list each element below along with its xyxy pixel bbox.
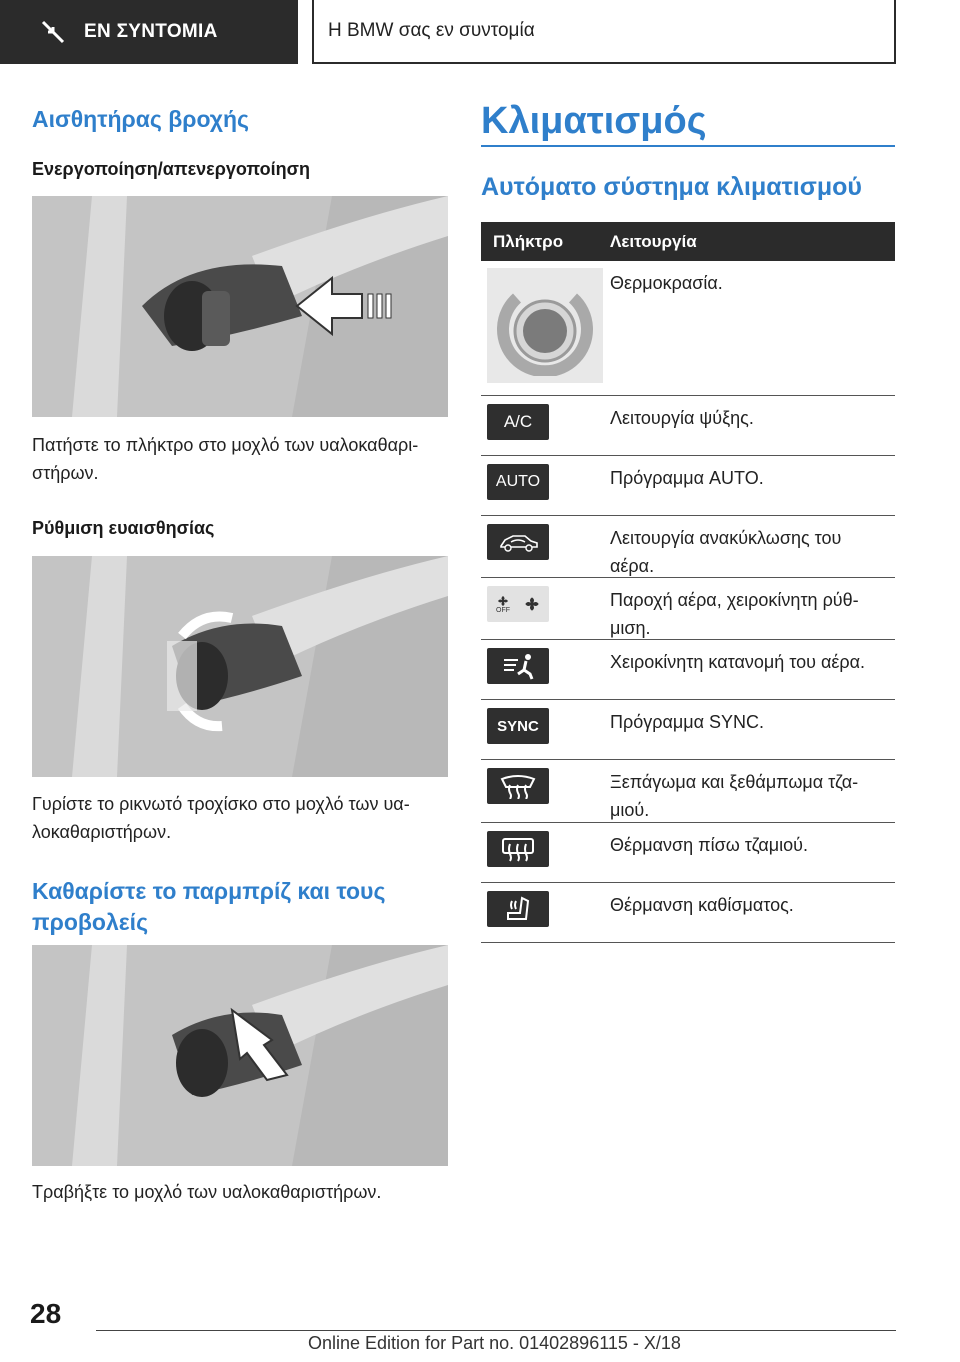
row-description-line2: μιση. <box>610 618 651 638</box>
heading-clean-windshield-line2: προβολείς <box>32 909 149 935</box>
fan-off-label: OFF <box>496 606 510 614</box>
chapter-tab[interactable] <box>312 0 896 64</box>
table-row <box>481 883 895 943</box>
subheading-sensitivity: Ρύθμιση ευαισθησίας <box>32 518 215 538</box>
recirculation-icon <box>487 524 549 560</box>
table-row <box>481 700 895 760</box>
row-description: Πρόγραμμα AUTO. <box>610 468 764 488</box>
wiper-lever-photo-1 <box>32 196 448 417</box>
section-label: ΕΝ ΣΥΝΤΟΜΙΑ <box>84 21 218 42</box>
windshield-defrost-icon <box>487 768 549 804</box>
table-row <box>481 456 895 516</box>
rear-window-heat-icon <box>487 831 549 867</box>
instruction-pull: Τραβήξτε το μοχλό των υαλοκαθαριστήρων. <box>32 1182 382 1202</box>
table-row <box>481 516 895 578</box>
instruction-press-line1: Πατήστε το πλήκτρο στο μοχλό των υαλοκαθαρι- <box>32 435 419 455</box>
fan-icon <box>524 596 540 612</box>
column-header-key: Πλήκτρο <box>493 231 564 251</box>
quick-reference-icon <box>38 17 68 47</box>
row-description-line1: Παροχή αέρα, χειροκίνητη ρύθ- <box>610 590 859 610</box>
table-row <box>481 823 895 883</box>
row-description-line1: Ξεπάγωμα και ξεθάμπωμα τζα- <box>610 772 859 792</box>
sync-button-icon: SYNC <box>487 708 549 744</box>
seat-heating-icon <box>487 891 549 927</box>
section-subtitle: Αυτόματο σύστημα κλιματισμού <box>481 173 862 201</box>
row-description: Θέρμανση καθίσματος. <box>610 895 794 915</box>
row-description-line2: μιού. <box>610 800 650 820</box>
subheading-activation: Ενεργοποίηση/απενεργοποίηση <box>32 159 310 179</box>
table-row <box>481 396 895 456</box>
edition-note: Online Edition for Part no. 01402896115 - X/18 <box>308 1333 681 1353</box>
chapter-label: Η BMW σας εν συντομία <box>328 20 535 41</box>
row-description: Χειροκίνητη κατανομή του αέρα. <box>610 652 866 672</box>
fan-off-icon <box>487 586 549 622</box>
page-number: 28 <box>30 1298 62 1329</box>
heading-rain-sensor: Αισθητήρας βροχής <box>32 106 249 132</box>
row-description: Λειτουργία ψύξης. <box>610 408 754 428</box>
column-header-function: Λειτουργία <box>610 231 697 251</box>
table-row <box>481 578 895 640</box>
footer-divider <box>96 1330 896 1331</box>
instruction-rotate <box>32 790 410 846</box>
page-title: Κλιματισμός <box>481 100 707 142</box>
instruction-rotate-line2: λοκαθαριστήρων. <box>32 822 172 842</box>
heading-clean-windshield <box>32 876 385 938</box>
wiper-lever-photo-2 <box>32 556 448 777</box>
row-description: Θέρμανση πίσω τζαμιού. <box>610 835 808 855</box>
table-row <box>481 760 895 823</box>
table-row <box>481 261 895 396</box>
row-description-line2: αέρα. <box>610 556 655 576</box>
temperature-knob-icon <box>487 268 603 383</box>
auto-button-icon: AUTO <box>487 464 549 500</box>
row-description-line1: Λειτουργία ανακύκλωσης του <box>610 528 842 548</box>
table-header <box>481 222 895 261</box>
ac-button-icon: A/C <box>487 404 549 440</box>
instruction-press-line2: στήρων. <box>32 463 99 483</box>
wiper-lever-photo-3 <box>32 945 448 1166</box>
instruction-press <box>32 431 418 487</box>
air-distribution-icon <box>487 648 549 684</box>
heading-clean-windshield-line1: Καθαρίστε το παρμπρίζ και τους <box>32 878 386 904</box>
climate-controls-table <box>481 222 895 943</box>
instruction-rotate-line1: Γυρίστε το ρικνωτό τροχίσκο στο μοχλό των υα- <box>32 794 410 814</box>
section-tab[interactable] <box>0 0 298 64</box>
row-description: Πρόγραμμα SYNC. <box>610 712 765 732</box>
table-row <box>481 640 895 700</box>
title-divider <box>481 145 895 147</box>
row-description: Θερμοκρασία. <box>610 273 723 293</box>
